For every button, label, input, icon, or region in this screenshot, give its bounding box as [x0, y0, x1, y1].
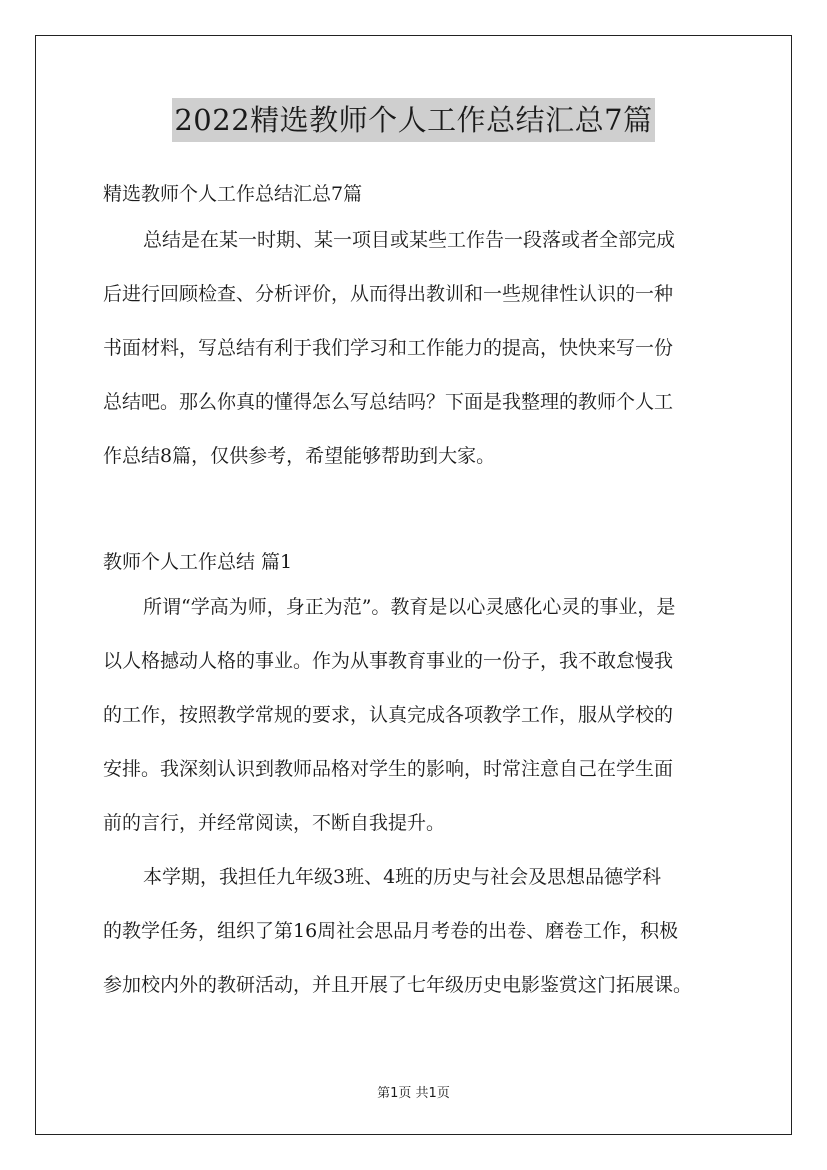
paragraph-line: 安排。我深刻认识到教师品格对学生的影响，时常注意自己在学生面 [103, 758, 674, 780]
page-footer: 第1页 共1页 [377, 1086, 450, 1101]
paragraph-line: 后进行回顾检查、分析评价，从而得出教训和一些规律性认识的一种 [103, 283, 674, 305]
paragraph-line: 书面材料，写总结有利于我们学习和工作能力的提高，快快来写一份 [103, 337, 674, 359]
paragraph-line: 的教学任务，组织了第16周社会思品月考卷的出卷、磨卷工作，积极 [103, 920, 679, 942]
document-title: 2022精选教师个人工作总结汇总7篇 [172, 98, 654, 142]
paragraph-line: 总结是在某一时期、某一项目或某些工作告一段落或者全部完成 [143, 229, 676, 251]
section-gap [103, 492, 743, 544]
title-wrap [0, 98, 827, 142]
paragraph-line: 参加校内外的教研活动，并且开展了七年级历史电影鉴赏这门拓展课。 [103, 974, 693, 996]
paragraph-line: 前的言行，并经常阅读，不断自我提升。 [103, 812, 446, 834]
intro-paragraph [103, 222, 743, 492]
paragraph-line: 的工作，按照教学常规的要求，认真完成各项教学工作，服从学校的 [103, 704, 674, 726]
section1-paragraph-1 [103, 589, 743, 859]
section-heading: 教师个人工作总结 篇1 [103, 551, 293, 573]
paragraph-line: 总结吧。那么你真的懂得怎么写总结吗？下面是我整理的教师个人工 [103, 391, 674, 413]
section1-paragraph-2 [103, 859, 743, 1021]
document-subtitle: 精选教师个人工作总结汇总7篇 [103, 183, 363, 205]
document-body [103, 176, 743, 1021]
paragraph-line: 本学期，我担任九年级3班、4班的历史与社会及思想品德学科 [143, 866, 662, 888]
paragraph-line: 作总结8篇，仅供参考，希望能够帮助到大家。 [103, 445, 496, 467]
paragraph-line: 以人格撼动人格的事业。作为从事教育事业的一份子，我不敢怠慢我 [103, 650, 674, 672]
paragraph-line: 所谓“学高为师，身正为范”。教育是以心灵感化心灵的事业，是 [143, 596, 676, 618]
